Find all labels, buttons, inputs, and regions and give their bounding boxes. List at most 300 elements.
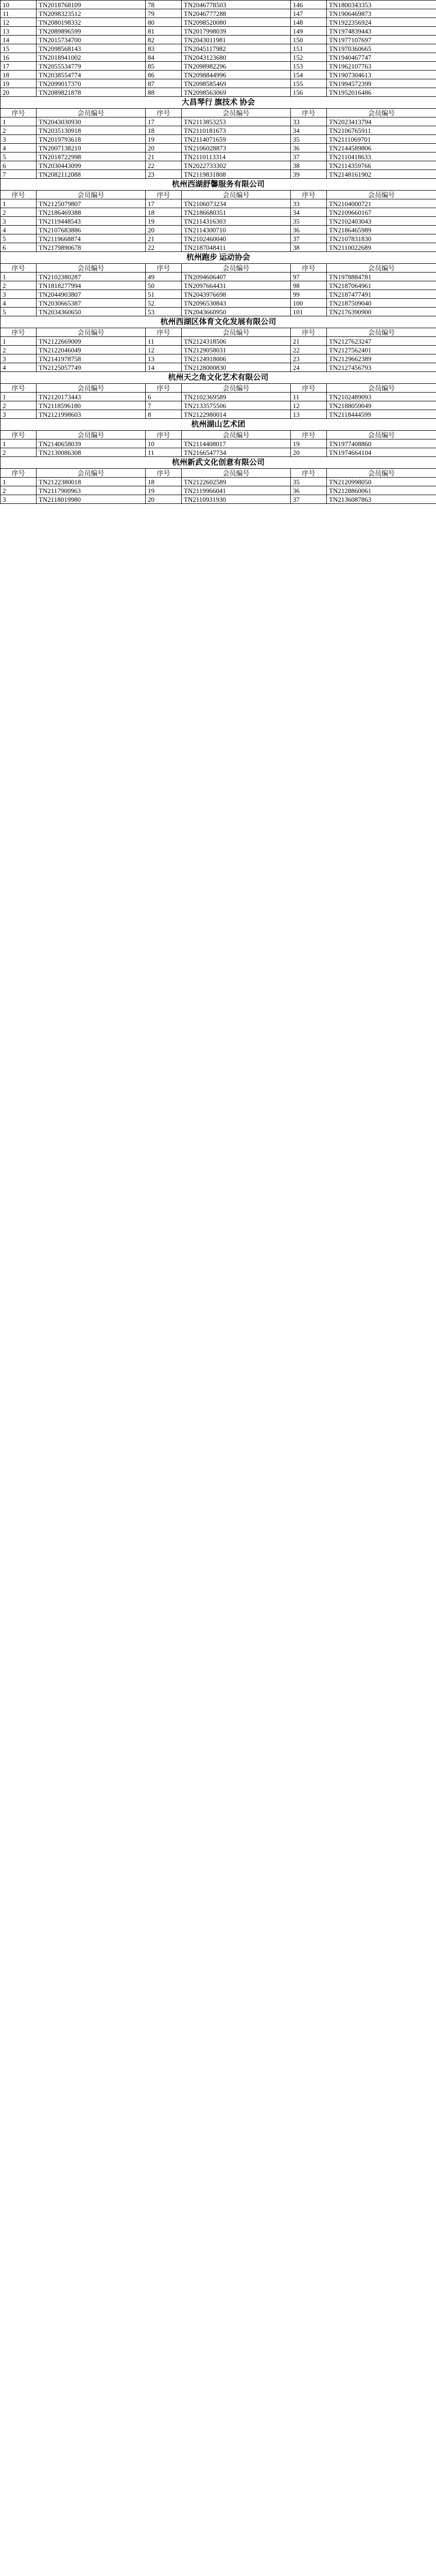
column-header: 序号 <box>146 109 182 117</box>
table-row <box>1 393 436 401</box>
member-id: TN2043976698 <box>182 290 291 299</box>
serial-number: 12 <box>1 18 37 27</box>
serial-number: 151 <box>291 44 327 53</box>
member-id: TN2102460040 <box>182 234 291 243</box>
member-id: TN2030443099 <box>37 161 146 170</box>
serial-number: 21 <box>291 337 327 346</box>
column-header: 会员编号 <box>37 384 146 393</box>
table-row <box>1 234 436 243</box>
serial-number: 12 <box>291 401 327 410</box>
member-id: TN2098585469 <box>182 79 291 88</box>
table-row <box>1 71 436 79</box>
serial-number: 1 <box>1 439 37 448</box>
member-id: TN2118596180 <box>37 401 146 410</box>
serial-number: 13 <box>1 27 37 36</box>
member-id: TN2043011981 <box>182 36 291 44</box>
serial-number: 2 <box>1 486 37 495</box>
member-id: TN1922356924 <box>327 18 436 27</box>
member-id: TN2038554774 <box>37 71 146 79</box>
serial-number: 34 <box>291 126 327 135</box>
member-id: TN2097664431 <box>182 281 291 290</box>
serial-number: 14 <box>1 36 37 44</box>
serial-number: 147 <box>291 9 327 18</box>
member-id: TN2187509040 <box>327 299 436 308</box>
serial-number: 51 <box>146 290 182 299</box>
member-id: TN2089821878 <box>37 88 146 97</box>
column-header: 序号 <box>1 191 37 199</box>
member-id: TN1970360665 <box>327 44 436 53</box>
serial-number: 86 <box>146 71 182 79</box>
column-header: 会员编号 <box>182 328 291 337</box>
member-id: TN2119831808 <box>182 170 291 179</box>
member-id: TN2106028873 <box>182 144 291 152</box>
serial-number: 33 <box>291 117 327 126</box>
column-header: 会员编号 <box>37 328 146 337</box>
serial-number: 5 <box>1 234 37 243</box>
member-id: TN2119448543 <box>37 217 146 226</box>
member-id: TN2107683886 <box>37 226 146 234</box>
member-id: TN2136087863 <box>327 495 436 504</box>
member-id: TN2130086308 <box>37 448 146 457</box>
serial-number: 99 <box>291 290 327 299</box>
serial-number: 1 <box>1 273 37 281</box>
table-row <box>1 79 436 88</box>
column-header: 会员编号 <box>182 264 291 273</box>
header-row <box>1 431 436 439</box>
serial-number: 38 <box>291 161 327 170</box>
member-id: TN2122602589 <box>182 478 291 486</box>
serial-number: 11 <box>146 337 182 346</box>
member-id: TN2102380287 <box>37 273 146 281</box>
serial-number: 154 <box>291 71 327 79</box>
serial-number: 4 <box>1 299 37 308</box>
serial-number: 2 <box>1 448 37 457</box>
section-title-row <box>1 457 436 469</box>
table-row <box>1 448 436 457</box>
serial-number: 22 <box>146 243 182 252</box>
serial-number: 4 <box>1 226 37 234</box>
column-header: 序号 <box>146 328 182 337</box>
member-id: TN2140658039 <box>37 439 146 448</box>
table-row <box>1 273 436 281</box>
section-title-row <box>1 97 436 109</box>
column-header: 序号 <box>291 469 327 478</box>
serial-number: 50 <box>146 281 182 290</box>
table-row <box>1 495 436 504</box>
serial-number: 39 <box>291 170 327 179</box>
table-row <box>1 152 436 161</box>
table-row <box>1 44 436 53</box>
column-header: 序号 <box>291 191 327 199</box>
table-row <box>1 53 436 62</box>
member-id: TN2144589806 <box>327 144 436 152</box>
section-title: 杭州西湖舒馨服务有限公司 <box>1 179 436 191</box>
table-row <box>1 18 436 27</box>
serial-number: 20 <box>146 226 182 234</box>
member-id: TN2022733302 <box>182 161 291 170</box>
serial-number: 97 <box>291 273 327 281</box>
column-header: 会员编号 <box>37 469 146 478</box>
serial-number: 156 <box>291 88 327 97</box>
member-id: TN2122046049 <box>37 346 146 354</box>
serial-number: 34 <box>291 208 327 217</box>
member-id: TN2121998603 <box>37 410 146 419</box>
member-id: TN2119966041 <box>182 486 291 495</box>
serial-number: 18 <box>146 126 182 135</box>
section-title-row <box>1 372 436 384</box>
serial-number: 13 <box>291 410 327 419</box>
column-header: 会员编号 <box>37 264 146 273</box>
serial-number: 5 <box>1 308 37 316</box>
serial-number: 2 <box>1 126 37 135</box>
serial-number: 1 <box>1 337 37 346</box>
serial-number: 3 <box>1 354 37 363</box>
member-id: TN2098568143 <box>37 44 146 53</box>
member-id: TN2166547734 <box>182 448 291 457</box>
serial-number: 35 <box>291 217 327 226</box>
table-row <box>1 439 436 448</box>
section-title: 杭州跑步 运动协会 <box>1 252 436 264</box>
member-id: TN2104000721 <box>327 199 436 208</box>
member-id: TN2044903807 <box>37 290 146 299</box>
serial-number: 1 <box>1 199 37 208</box>
member-id: TN2080198332 <box>37 18 146 27</box>
column-header: 序号 <box>1 384 37 393</box>
serial-number: 3 <box>1 135 37 144</box>
serial-number: 3 <box>1 495 37 504</box>
member-id: TN2122380018 <box>37 478 146 486</box>
serial-number: 6 <box>1 243 37 252</box>
serial-number: 150 <box>291 36 327 44</box>
column-header: 会员编号 <box>37 191 146 199</box>
member-id: TN2107831830 <box>327 234 436 243</box>
table-row <box>1 410 436 419</box>
table-row <box>1 117 436 126</box>
member-id: TN1974664104 <box>327 448 436 457</box>
member-id: TN2129662389 <box>327 354 436 363</box>
serial-number: 79 <box>146 9 182 18</box>
serial-number: 19 <box>291 439 327 448</box>
member-id: TN2110022689 <box>327 243 436 252</box>
serial-number: 35 <box>291 135 327 144</box>
member-id: TN2120173443 <box>37 393 146 401</box>
member-id: TN2127562401 <box>327 346 436 354</box>
member-id: TN2098982296 <box>182 62 291 71</box>
serial-number: 37 <box>291 152 327 161</box>
member-id: TN2114359766 <box>327 161 436 170</box>
member-id: TN2018722998 <box>37 152 146 161</box>
table-row <box>1 88 436 97</box>
serial-number: 17 <box>146 117 182 126</box>
serial-number: 23 <box>146 170 182 179</box>
section-title: 杭州新武文化创意有限公司 <box>1 457 436 469</box>
member-table <box>0 0 436 504</box>
serial-number: 20 <box>146 144 182 152</box>
serial-number: 3 <box>1 410 37 419</box>
member-id: TN2019793618 <box>37 135 146 144</box>
member-id: TN2035130918 <box>37 126 146 135</box>
serial-number: 3 <box>1 290 37 299</box>
column-header: 序号 <box>1 469 37 478</box>
column-header: 序号 <box>1 264 37 273</box>
column-header: 会员编号 <box>182 384 291 393</box>
serial-number: 36 <box>291 486 327 495</box>
serial-number: 6 <box>146 393 182 401</box>
member-id: TN2094606407 <box>182 273 291 281</box>
column-header: 序号 <box>146 431 182 439</box>
member-id: TN2113853253 <box>182 117 291 126</box>
serial-number: 2 <box>1 281 37 290</box>
serial-number: 146 <box>291 1 327 9</box>
section-title: 杭州湖山艺术团 <box>1 419 436 431</box>
member-id: TN2045117982 <box>182 44 291 53</box>
serial-number: 155 <box>291 79 327 88</box>
column-header: 序号 <box>146 191 182 199</box>
column-header: 序号 <box>291 109 327 117</box>
column-header: 序号 <box>1 431 37 439</box>
table-row <box>1 486 436 495</box>
header-row <box>1 328 436 337</box>
member-id: TN2096530843 <box>182 299 291 308</box>
member-id: TN2122669009 <box>37 337 146 346</box>
member-id: TN2114071659 <box>182 135 291 144</box>
member-id: TN2089896599 <box>37 27 146 36</box>
serial-number: 53 <box>146 308 182 316</box>
member-id: TN2114408017 <box>182 439 291 448</box>
serial-number: 1 <box>1 117 37 126</box>
column-header: 会员编号 <box>327 384 436 393</box>
member-id: TN2102369589 <box>182 393 291 401</box>
member-id: TN2023413794 <box>327 117 436 126</box>
column-header: 序号 <box>291 431 327 439</box>
table-row <box>1 36 436 44</box>
member-id: TN1962107763 <box>327 62 436 71</box>
member-id: TN2102489093 <box>327 393 436 401</box>
serial-number: 152 <box>291 53 327 62</box>
member-id: TN1978884781 <box>327 273 436 281</box>
serial-number: 13 <box>146 354 182 363</box>
section-title: 杭州天之角文化艺术有限公司 <box>1 372 436 384</box>
member-id: TN2110113314 <box>182 152 291 161</box>
table-row <box>1 401 436 410</box>
column-header: 会员编号 <box>327 469 436 478</box>
serial-number: 6 <box>1 161 37 170</box>
table-row <box>1 161 436 170</box>
column-header: 会员编号 <box>327 264 436 273</box>
member-id: TN2110931930 <box>182 495 291 504</box>
serial-number: 84 <box>146 53 182 62</box>
serial-number: 23 <box>291 354 327 363</box>
member-id: TN2102403043 <box>327 217 436 226</box>
serial-number: 87 <box>146 79 182 88</box>
serial-number: 12 <box>146 346 182 354</box>
serial-number: 20 <box>146 495 182 504</box>
member-id: TN2114300710 <box>182 226 291 234</box>
member-id: TN2018768109 <box>37 1 146 9</box>
member-id: TN2125079807 <box>37 199 146 208</box>
serial-number: 1 <box>1 393 37 401</box>
section-title-row <box>1 316 436 328</box>
member-id: TN2043123680 <box>182 53 291 62</box>
member-id: TN2187477491 <box>327 290 436 299</box>
document <box>0 0 436 504</box>
table-row <box>1 170 436 179</box>
serial-number: 1 <box>1 478 37 486</box>
member-id: TN2120998050 <box>327 478 436 486</box>
column-header: 序号 <box>291 328 327 337</box>
serial-number: 10 <box>1 1 37 9</box>
table-row <box>1 9 436 18</box>
member-id: TN2111069701 <box>327 135 436 144</box>
member-id: TN1940467747 <box>327 53 436 62</box>
member-id: TN2117900963 <box>37 486 146 495</box>
table-row <box>1 144 436 152</box>
serial-number: 85 <box>146 62 182 71</box>
member-id: TN2122980014 <box>182 410 291 419</box>
table-row <box>1 199 436 208</box>
table-row <box>1 217 436 226</box>
serial-number: 4 <box>1 363 37 372</box>
header-row <box>1 469 436 478</box>
serial-number: 11 <box>146 448 182 457</box>
member-id: TN1952016486 <box>327 88 436 97</box>
member-id: TN2034360650 <box>37 308 146 316</box>
member-id: TN1974839443 <box>327 27 436 36</box>
member-id: TN2127623247 <box>327 337 436 346</box>
serial-number: 2 <box>1 346 37 354</box>
serial-number: 78 <box>146 1 182 9</box>
serial-number: 36 <box>291 226 327 234</box>
member-id: TN2007138210 <box>37 144 146 152</box>
table-row <box>1 290 436 299</box>
member-id: TN2187064961 <box>327 281 436 290</box>
member-id: TN2055534779 <box>37 62 146 71</box>
member-id: TN2127456793 <box>327 363 436 372</box>
table-row <box>1 337 436 346</box>
serial-number: 19 <box>146 135 182 144</box>
serial-number: 7 <box>1 170 37 179</box>
member-id: TN2141978758 <box>37 354 146 363</box>
column-header: 会员编号 <box>327 109 436 117</box>
table-row <box>1 1 436 9</box>
serial-number: 18 <box>146 208 182 217</box>
serial-number: 19 <box>146 217 182 226</box>
serial-number: 35 <box>291 478 327 486</box>
member-id: TN2082112088 <box>37 170 146 179</box>
member-id: TN2099017370 <box>37 79 146 88</box>
serial-number: 148 <box>291 18 327 27</box>
table-row <box>1 135 436 144</box>
column-header: 会员编号 <box>327 328 436 337</box>
serial-number: 16 <box>1 53 37 62</box>
serial-number: 17 <box>1 62 37 71</box>
member-id: TN2124318506 <box>182 337 291 346</box>
serial-number: 3 <box>1 217 37 226</box>
member-id: TN2098844996 <box>182 71 291 79</box>
table-row <box>1 27 436 36</box>
serial-number: 20 <box>1 88 37 97</box>
serial-number: 5 <box>1 152 37 161</box>
member-id: TN2118444599 <box>327 410 436 419</box>
member-id: TN2043030930 <box>37 117 146 126</box>
member-id: TN2148161902 <box>327 170 436 179</box>
serial-number: 19 <box>1 79 37 88</box>
member-id: TN2106765911 <box>327 126 436 135</box>
serial-number: 10 <box>146 439 182 448</box>
member-id: TN2110418633 <box>327 152 436 161</box>
serial-number: 15 <box>1 44 37 53</box>
column-header: 会员编号 <box>327 431 436 439</box>
serial-number: 2 <box>1 208 37 217</box>
section-title: 大昌琴行 旗技术 协会 <box>1 97 436 109</box>
column-header: 序号 <box>291 264 327 273</box>
serial-number: 18 <box>146 478 182 486</box>
table-row <box>1 126 436 135</box>
member-id: TN2129058031 <box>182 346 291 354</box>
header-row <box>1 191 436 199</box>
serial-number: 7 <box>146 401 182 410</box>
member-id: TN1906469873 <box>327 9 436 18</box>
table-row <box>1 62 436 71</box>
table-row <box>1 308 436 316</box>
serial-number: 100 <box>291 299 327 308</box>
column-header: 会员编号 <box>182 191 291 199</box>
column-header: 序号 <box>291 384 327 393</box>
serial-number: 38 <box>291 243 327 252</box>
section-title-row <box>1 179 436 191</box>
member-id: TN2186469388 <box>37 208 146 217</box>
member-id: TN2110181673 <box>182 126 291 135</box>
member-id: TN2119668874 <box>37 234 146 243</box>
member-id: TN1977408860 <box>327 439 436 448</box>
column-header: 序号 <box>1 109 37 117</box>
column-header: 会员编号 <box>182 469 291 478</box>
member-id: TN2186680351 <box>182 208 291 217</box>
member-id: TN1818277994 <box>37 281 146 290</box>
serial-number: 37 <box>291 234 327 243</box>
member-id: TN2109660167 <box>327 208 436 217</box>
serial-number: 21 <box>146 152 182 161</box>
member-id: TN1994572399 <box>327 79 436 88</box>
header-row <box>1 264 436 273</box>
member-id: TN2017998039 <box>182 27 291 36</box>
member-id: TN2030665387 <box>37 299 146 308</box>
member-id: TN2018941002 <box>37 53 146 62</box>
table-row <box>1 299 436 308</box>
table-row <box>1 346 436 354</box>
member-id: TN2133575506 <box>182 401 291 410</box>
column-header: 会员编号 <box>37 109 146 117</box>
serial-number: 36 <box>291 144 327 152</box>
member-id: TN2098520080 <box>182 18 291 27</box>
serial-number: 20 <box>291 448 327 457</box>
member-id: TN2125057749 <box>37 363 146 372</box>
member-id: TN2114316303 <box>182 217 291 226</box>
member-id: TN2188059049 <box>327 401 436 410</box>
serial-number: 22 <box>146 161 182 170</box>
serial-number: 37 <box>291 495 327 504</box>
serial-number: 11 <box>1 9 37 18</box>
column-header: 会员编号 <box>327 191 436 199</box>
serial-number: 80 <box>146 18 182 27</box>
member-id: TN2176390900 <box>327 308 436 316</box>
member-id: TN2124918006 <box>182 354 291 363</box>
section-title: 杭州西湖区体育文化发展有限公司 <box>1 316 436 328</box>
serial-number: 49 <box>146 273 182 281</box>
member-id: TN2118019980 <box>37 495 146 504</box>
member-id: TN1977107697 <box>327 36 436 44</box>
column-header: 会员编号 <box>37 431 146 439</box>
